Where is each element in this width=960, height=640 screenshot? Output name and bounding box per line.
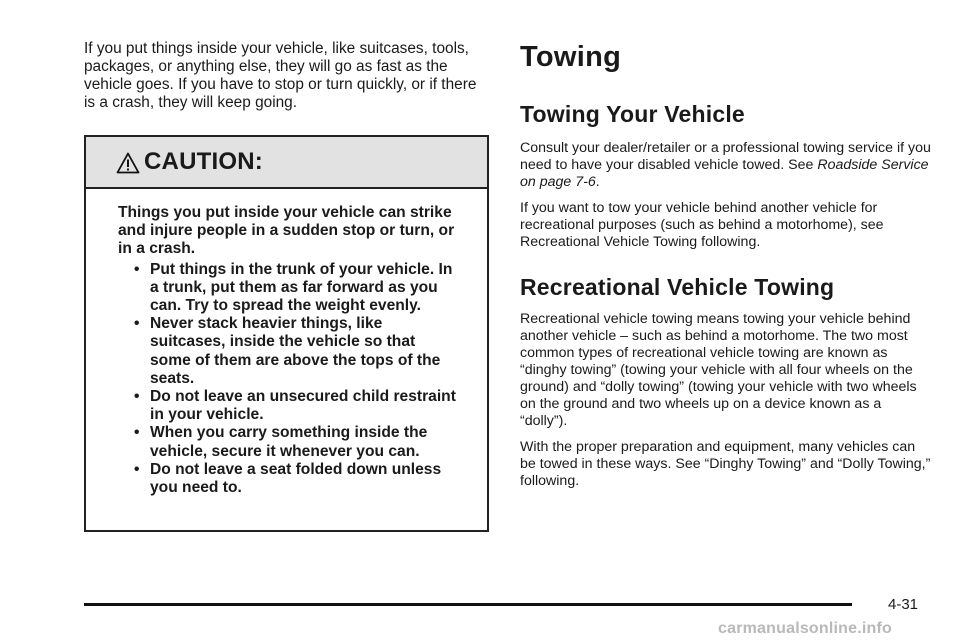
bullet: • (134, 424, 140, 442)
list-item (134, 315, 457, 388)
bullet: • (134, 260, 140, 278)
towing-paragraph-1 (520, 140, 932, 191)
paragraph-text: Consult your dealer/retailer or a professional towing service if you need to have your disabled vehicle towed. See (520, 140, 931, 173)
heading-towing-your-vehicle: Towing Your Vehicle (520, 101, 745, 127)
towing-paragraph-2: If you want to tow your vehicle behind another vehicle for recreational purposes (such as behind a motorhome), see Recreational Vehicle Towing following. (520, 200, 884, 250)
section-title: Towing (520, 41, 622, 73)
caution-box (84, 135, 489, 532)
list-item (134, 388, 457, 424)
watermark: carmanualsonline.info (718, 620, 893, 637)
caution-title: CAUTION: (144, 148, 263, 175)
list-item-text: Do not leave a seat folded down unless you need to. (150, 460, 442, 497)
list-item (134, 424, 457, 460)
list-item-text: Never stack heavier things, like suitcases, inside the vehicle so that some of them are above the tops of the seats. (150, 315, 441, 387)
cross-reference: Roadside Service on page 7-6 (520, 157, 929, 190)
list-item-text: Do not leave an unsecured child restraint in your vehicle. (150, 388, 456, 424)
intro-paragraph: If you put things inside your vehicle, like suitcases, tools, packages, or anything else, they will go as fast as the vehicle goes. If you have to stop or turn quickly, or if there is a crash, they will keep going. (84, 40, 477, 111)
list-item (134, 261, 457, 316)
bullet: • (134, 460, 140, 478)
caution-header (86, 137, 487, 189)
right-column (520, 40, 932, 490)
paragraph-end: . (595, 174, 600, 190)
warning-triangle-icon (116, 152, 140, 174)
list-item-text: When you carry something inside the vehicle, secure it whenever you can. (150, 424, 428, 460)
recreational-paragraph-1: Recreational vehicle towing means towing your vehicle behind another vehicle – such as behind a motorhome. The two most common types of recreational vehicle towing are known as “dinghy towing” (towing your vehicle with all four wheels on the ground) and “dolly towing” (towing your vehicle with two wheels on the ground and two wheels up on a device known as a “dolly”). (520, 311, 917, 429)
caution-lead: Things you put inside your vehicle can strike and injure people in a sudden stop or turn, or in a crash. (118, 204, 455, 258)
list-item (134, 461, 457, 497)
caution-body (86, 189, 487, 497)
bullet: • (134, 315, 140, 333)
list-item-text: Put things in the trunk of your vehicle. In a trunk, put them as far forward as you can. Try to spread the weight evenly. (150, 260, 453, 315)
caution-list (118, 261, 457, 498)
left-column (84, 40, 489, 112)
recreational-paragraph-2: With the proper preparation and equipment, many vehicles can be towed in these ways. See “Dinghy Towing” and “Dolly Towing,” following. (520, 439, 931, 489)
page-number: 4-31 (888, 596, 919, 613)
heading-recreational-towing: Recreational Vehicle Towing (520, 274, 835, 300)
footer-rule (84, 603, 852, 606)
bullet: • (134, 388, 140, 406)
